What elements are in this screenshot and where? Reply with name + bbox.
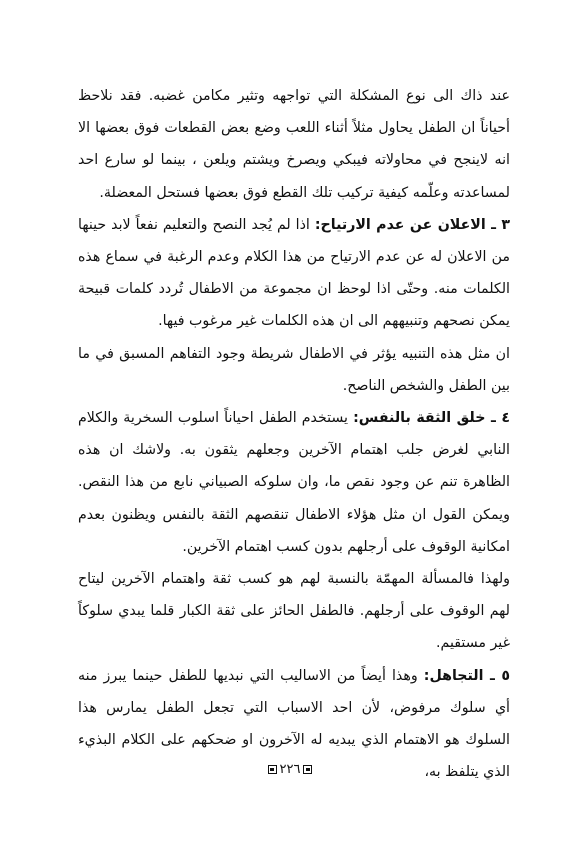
paragraph-6-heading: ٥ ـ التجاهل: bbox=[423, 667, 511, 684]
paragraph-1 bbox=[78, 80, 510, 209]
paragraph-4-text: يستخدم الطفل احياناً اسلوب السخرية والكلام النابي لغرض جلب اهتمام الآخرين وجعلهم يثقون به. ولاشك ان هذه الظاهرة تنم عن وجود نقص ما، وان سلوكه الصبياني نابع من هذا النقص. ويمكن القول ان مثل هؤلاء الاطفال تنقصهم الثقة بالنفس ويظنون بعدم امكانية الوقوف على أرجلهم بدون كسب اهتمام الآخرين. bbox=[78, 410, 510, 555]
paragraph-3 bbox=[78, 338, 510, 402]
paragraph-3-text: ان مثل هذه التنبيه يؤثر في الاطفال شريطة وجود التفاهم المسبق في ما بين الطفل والشخص الناصح. bbox=[78, 345, 510, 394]
paragraph-5-text: ولهذا فالمسألة المهمّة بالنسبة لهم هو كسب ثقة واهتمام الآخرين ليتاح لهم الوقوف على أرجلهم. فالطفل الحائز على ثقة الكبار قلما يبدي سلوكاً غير مستقيم. bbox=[78, 571, 510, 652]
body-text bbox=[78, 80, 510, 788]
paragraph-4 bbox=[78, 402, 510, 563]
square-ornament-icon bbox=[268, 765, 277, 774]
paragraph-2-heading: ٣ ـ الاعلان عن عدم الارتياح: bbox=[314, 216, 510, 233]
paragraph-6-text: وهذا أيضاً من الاساليب التي نبديها للطفل حينما يبرز منه أي سلوك مرفوض، لأن احد الاسباب التي تجعل الطفل يمارس هذا السلوك هو الاهتمام الذي يبديه له الآخرون او ضحكهم على الكلام البذيء الذي يتلفظ به، bbox=[78, 667, 510, 781]
page-number: ٢٢٦ bbox=[279, 762, 301, 777]
paragraph-2 bbox=[78, 209, 510, 338]
paragraph-5 bbox=[78, 563, 510, 660]
paragraph-2-text: اذا لم يُجد النصح والتعليم نفعاً لابد حينها من الاعلان له عن عدم الارتياح من هذا الكلام وعدم الرغبة في سماع هذه الكلمات منه. وحتّى اذا لوحظ ان مجموعة من الاطفال تُردد كلمات قبيحة يمكن نصحهم وتنبيههم الى ان هذه الكلمات غير مرغوب فيها. bbox=[78, 216, 510, 330]
square-ornament-icon bbox=[303, 765, 312, 774]
paragraph-4-heading: ٤ ـ خلق الثقة بالنفس: bbox=[353, 410, 510, 427]
page-number-footer bbox=[0, 762, 580, 777]
paragraph-1-text: عند ذاك الى نوع المشكلة التي تواجهه وتثير مكامن غضبه. فقد نلاحظ أحياناً ان الطفل يحاول مثلاً أثناء اللعب وضع بعض القطعات فوق بعضها الا انه لاينجح في محاولاته فيبكي ويصرخ ويشتم ويلعن ، بينما لو سارع احد لمساعدته وعلّمه كيفية تركيب تلك القطع فوق بعضها فستحل المعضلة. bbox=[78, 88, 510, 201]
